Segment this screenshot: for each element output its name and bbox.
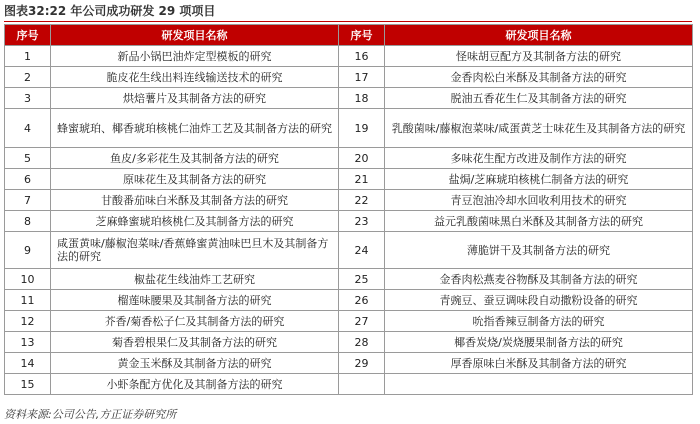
table-row: [5, 211, 693, 232]
row-name: 小虾条配方优化及其制备方法的研究: [51, 374, 339, 395]
row-no: 8: [5, 211, 51, 232]
row-no: 28: [339, 332, 385, 353]
row-no: 4: [5, 109, 51, 148]
table-row: [5, 109, 693, 148]
table-row: [5, 88, 693, 109]
header-name-right: 研发项目名称: [385, 25, 693, 46]
row-name: 金香肉松白米酥及其制备方法的研究: [385, 67, 693, 88]
row-name: 芥香/菊香松子仁及其制备方法的研究: [51, 311, 339, 332]
table-row: [5, 169, 693, 190]
row-no: 10: [5, 269, 51, 290]
row-no: 17: [339, 67, 385, 88]
row-name: 脱油五香花生仁及其制备方法的研究: [385, 88, 693, 109]
row-no: 27: [339, 311, 385, 332]
row-no: 13: [5, 332, 51, 353]
row-no: 29: [339, 353, 385, 374]
header-name-left: 研发项目名称: [51, 25, 339, 46]
projects-table: [4, 24, 693, 395]
row-name: 金香肉松燕麦谷物酥及其制备方法的研究: [385, 269, 693, 290]
title-divider: [4, 21, 692, 22]
table-row: [5, 269, 693, 290]
row-no: 11: [5, 290, 51, 311]
header-no-right: 序号: [339, 25, 385, 46]
row-name: 甘酸番茄味白米酥及其制备方法的研究: [51, 190, 339, 211]
row-name: 芝麻蜂蜜琥珀核桃仁及其制备方法的研究: [51, 211, 339, 232]
row-no: 12: [5, 311, 51, 332]
row-name: 新品小锅巴油炸定型模板的研究: [51, 46, 339, 67]
table-row: [5, 353, 693, 374]
table-row: [5, 290, 693, 311]
table-row: [5, 311, 693, 332]
row-name: 益元乳酸菌味黑白米酥及其制备方法的研究: [385, 211, 693, 232]
table-header-row: [5, 25, 693, 46]
row-no: 20: [339, 148, 385, 169]
row-no: 18: [339, 88, 385, 109]
table-row: [5, 374, 693, 395]
row-name: 椒盐花生线油炸工艺研究: [51, 269, 339, 290]
row-no: 15: [5, 374, 51, 395]
row-name: 青豆泡油冷却水回收利用技术的研究: [385, 190, 693, 211]
row-no: 16: [339, 46, 385, 67]
row-no: 5: [5, 148, 51, 169]
row-name: 菊香碧根果仁及其制备方法的研究: [51, 332, 339, 353]
row-no: 24: [339, 232, 385, 269]
figure-title: 图表32:22 年公司成功研发 29 项项目: [4, 4, 216, 18]
row-no: 22: [339, 190, 385, 211]
table-row: [5, 332, 693, 353]
table-row: [5, 190, 693, 211]
row-name: 黄金玉米酥及其制备方法的研究: [51, 353, 339, 374]
row-name: 怪味胡豆配方及其制备方法的研究: [385, 46, 693, 67]
row-no: 23: [339, 211, 385, 232]
row-name: 鱼皮/多彩花生及其制备方法的研究: [51, 148, 339, 169]
row-no: 3: [5, 88, 51, 109]
row-name: 青豌豆、蚕豆调味段自动撒粉设备的研究: [385, 290, 693, 311]
row-no: 21: [339, 169, 385, 190]
row-no: 25: [339, 269, 385, 290]
row-name: 烘焙薯片及其制备方法的研究: [51, 88, 339, 109]
row-no: 9: [5, 232, 51, 269]
row-name: 原味花生及其制备方法的研究: [51, 169, 339, 190]
table-row: [5, 67, 693, 88]
row-name: [385, 374, 693, 395]
row-name: 厚香原味白米酥及其制备方法的研究: [385, 353, 693, 374]
table-row: [5, 232, 693, 269]
row-name: 椰香炭烧/炭烧腰果制备方法的研究: [385, 332, 693, 353]
row-name: 薄脆饼干及其制备方法的研究: [385, 232, 693, 269]
row-no: 26: [339, 290, 385, 311]
row-name: 榴莲味腰果及其制备方法的研究: [51, 290, 339, 311]
row-name: 脆皮花生线出料连线输送技术的研究: [51, 67, 339, 88]
row-name: 蜂蜜琥珀、椰香琥珀核桃仁油炸工艺及其制备方法的研究: [51, 109, 339, 148]
row-no: 1: [5, 46, 51, 67]
row-name: 多味花生配方改进及制作方法的研究: [385, 148, 693, 169]
row-no: 14: [5, 353, 51, 374]
row-name: 咸蛋黄味/藤椒泡菜味/香蕉蜂蜜黄油味巴旦木及其制备方法的研究: [51, 232, 339, 269]
row-no: [339, 374, 385, 395]
row-name: 乳酸菌味/藤椒泡菜味/咸蛋黄芝士味花生及其制备方法的研究: [385, 109, 693, 148]
source-note: 资料来源:公司公告,方正证券研究所: [4, 408, 177, 421]
row-no: 7: [5, 190, 51, 211]
row-name: 吮指香辣豆制备方法的研究: [385, 311, 693, 332]
row-no: 6: [5, 169, 51, 190]
row-name: 盐焗/芝麻琥珀核桃仁制备方法的研究: [385, 169, 693, 190]
header-no-left: 序号: [5, 25, 51, 46]
row-no: 19: [339, 109, 385, 148]
table-row: [5, 46, 693, 67]
table-row: [5, 148, 693, 169]
row-no: 2: [5, 67, 51, 88]
